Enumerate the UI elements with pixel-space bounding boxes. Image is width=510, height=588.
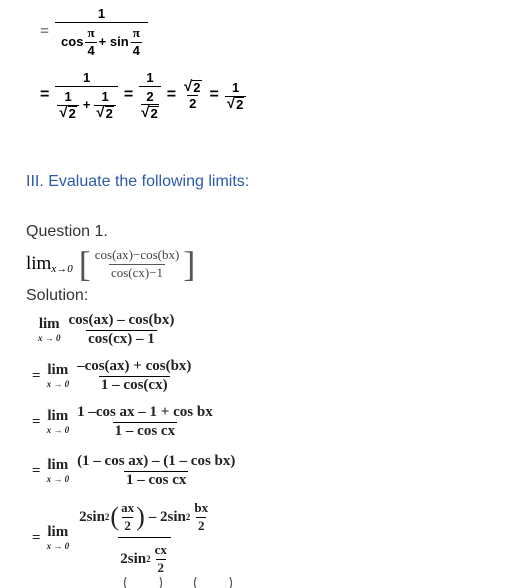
one-over-root-two — [57, 89, 78, 120]
numerator: (1 – cos ax) – (1 – cos bx) — [77, 453, 236, 469]
lim-text: lim — [38, 316, 60, 332]
denominator: 2 — [157, 560, 165, 575]
denominator — [55, 86, 118, 120]
numerator: cx — [154, 542, 167, 557]
lim-subscript: x → 0 — [46, 541, 70, 551]
numerator: bx — [194, 500, 209, 515]
solution-line-3 — [32, 404, 215, 440]
numerator: cos(ax) – cos(bx) — [68, 312, 175, 328]
solution-line-5 — [32, 500, 214, 576]
clipped-glyphs — [0, 577, 510, 588]
sqrt-two — [182, 77, 203, 95]
fraction — [55, 6, 148, 58]
numerator: ax — [121, 500, 135, 515]
numerator: –cos(ax) + cos(bx) — [77, 358, 192, 374]
plus-sign: + — [82, 97, 91, 112]
denominator: 2 — [197, 518, 205, 533]
fraction — [75, 500, 214, 576]
limit-operator — [47, 363, 70, 389]
right-paren: ) — [136, 502, 145, 531]
fraction — [75, 453, 237, 489]
sqrt-two — [57, 105, 78, 120]
limit-operator — [47, 458, 70, 484]
numerator: 1 –cos ax – 1 + cos bx — [77, 404, 213, 420]
radicand: 2 — [150, 106, 158, 121]
radical-icon: √ — [226, 94, 236, 112]
sqrt-two — [94, 105, 115, 120]
denominator — [118, 537, 171, 576]
cos-text: cos — [61, 34, 84, 49]
pi-over-four-2 — [131, 25, 142, 58]
bx-over-two — [192, 500, 210, 534]
equals-sign: = — [166, 86, 177, 103]
radicand: 2 — [193, 79, 201, 95]
step2-equation — [34, 70, 246, 120]
one-over-root-two — [225, 80, 246, 111]
four: 4 — [132, 43, 140, 58]
equals-sign: = — [40, 86, 50, 103]
numerator — [75, 500, 214, 536]
lim-subscript: x → 0 — [46, 425, 70, 435]
solution-label: Solution: — [26, 287, 89, 304]
denominator — [139, 86, 160, 120]
radicand: 2 — [68, 106, 76, 121]
root-two-over-two — [182, 77, 203, 111]
fraction — [75, 404, 215, 440]
lim-subscript: x → 0 — [38, 333, 61, 343]
lim-subscript: x → 0 — [46, 379, 70, 389]
lim-subscript: x → 0 — [46, 474, 70, 484]
step1-equation — [34, 6, 148, 58]
lim-text: lim — [47, 524, 69, 540]
radicand: 2 — [236, 96, 244, 112]
one-over-root-two — [94, 89, 115, 120]
section-heading: III. Evaluate the following limits: — [26, 173, 250, 190]
fraction-compound — [55, 70, 118, 120]
denominator: cos(cx) – 1 — [88, 331, 155, 347]
denominator: 1 – cos cx — [126, 472, 187, 488]
lim-text: lim — [47, 362, 69, 378]
numerator: cos(ax)−cos(bx) — [94, 247, 180, 262]
fraction-compound-2 — [139, 70, 160, 120]
left-bracket: [ — [78, 244, 91, 284]
limit-operator — [47, 525, 70, 551]
denominator — [55, 22, 148, 58]
denominator: 2 — [124, 518, 131, 533]
pi-over-four — [85, 25, 96, 58]
fraction — [75, 358, 193, 394]
radical-icon: √ — [141, 104, 150, 121]
radical-icon: √ — [184, 77, 193, 95]
exponent: 2 — [146, 554, 151, 564]
minus-sin-text: – 2sin — [148, 508, 186, 525]
numerator: 1 — [101, 89, 109, 104]
ax-over-two — [119, 500, 136, 534]
numerator: 1 — [97, 6, 106, 21]
cx-over-two — [153, 542, 169, 576]
sqrt-two — [225, 96, 246, 111]
pi: π — [132, 25, 140, 40]
radicand: 2 — [105, 106, 113, 121]
left-paren: ( — [110, 502, 120, 531]
limit-operator — [38, 317, 61, 343]
question-fraction — [93, 247, 182, 281]
question-label: Question 1. — [26, 223, 108, 240]
equals-sign: = — [32, 413, 41, 430]
pi: π — [87, 25, 95, 40]
lim-text: lim — [26, 253, 52, 274]
numerator: 1 — [64, 89, 72, 104]
sqrt-two — [141, 104, 158, 120]
numerator: 1 — [231, 79, 240, 95]
four: 4 — [87, 43, 95, 58]
sin-text: 2sin — [79, 508, 105, 525]
sin-text: + sin — [98, 34, 129, 49]
two: 2 — [146, 89, 154, 104]
question-expression — [26, 246, 195, 282]
solution-line-1 — [38, 312, 176, 348]
exponent: 2 — [104, 512, 110, 522]
equals-sign: = — [32, 462, 41, 479]
equals-sign: = — [32, 529, 41, 546]
right-bracket: ] — [183, 244, 196, 284]
solution-line-4 — [32, 453, 237, 489]
limit-operator — [47, 409, 70, 435]
equals-sign: = — [32, 367, 41, 384]
sin-text: 2sin — [120, 550, 147, 567]
denominator: cos(cx)−1 — [110, 265, 164, 280]
fraction — [67, 312, 177, 348]
denominator: 2 — [189, 95, 197, 111]
equals-sign: = — [40, 23, 50, 40]
radical-icon: √ — [96, 104, 105, 121]
numerator: 1 — [146, 70, 154, 85]
exponent: 2 — [185, 512, 191, 522]
lim-text: lim — [47, 457, 69, 473]
denominator: 1 – cos(cx) — [100, 377, 168, 393]
numerator: 1 — [82, 70, 91, 85]
denominator: 1 – cos cx — [114, 423, 176, 439]
equals-sign: = — [123, 86, 134, 103]
solution-line-2 — [32, 358, 193, 394]
radical-icon: √ — [59, 104, 68, 121]
lim-text: lim — [47, 408, 69, 424]
lim-subscript: x→0 — [51, 263, 73, 275]
equals-sign: = — [209, 86, 219, 103]
clipped-next-line — [0, 576, 510, 588]
